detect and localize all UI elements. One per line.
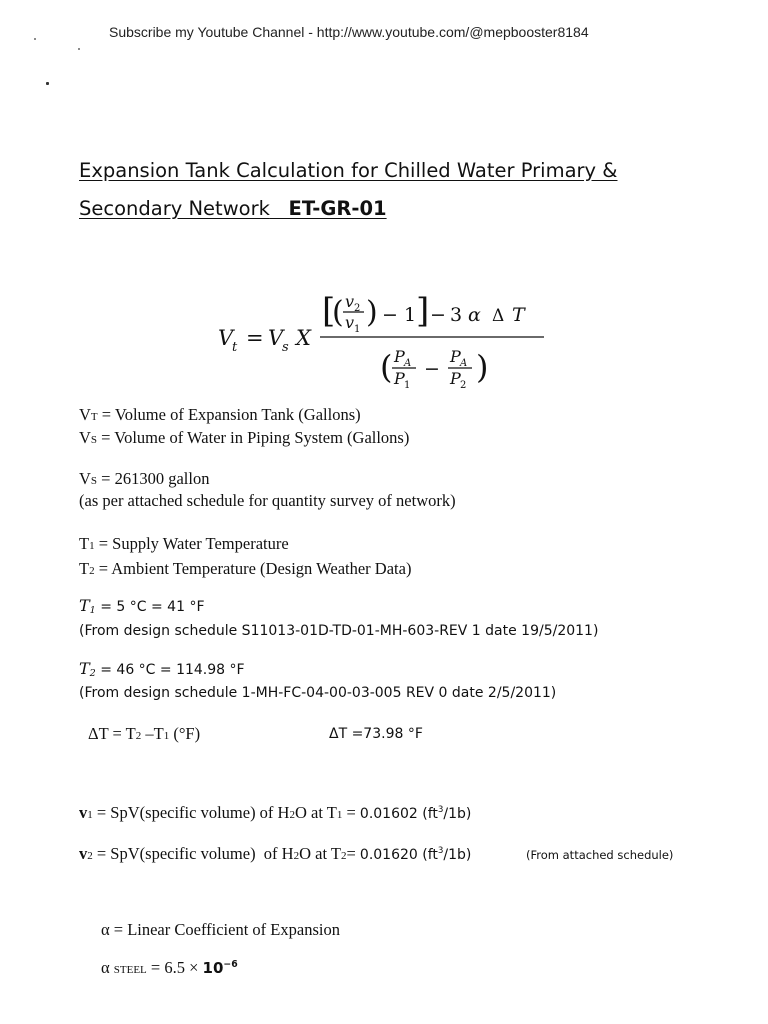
svg-text:]: ] (416, 291, 430, 331)
alpha-steel: α STEEL = $6.5 \times 10^{-6}$ (101, 958, 238, 977)
svg-text:(: ( (332, 295, 344, 330)
svg-text:−: − (382, 304, 398, 326)
def-vt: VT = Volume of Expansion Tank (Gallons) (79, 405, 361, 424)
t2-note: (From design schedule 1-MH-FC-04-00-03-005 REV 0 date 2/5/2011) (79, 685, 557, 701)
scan-speck (46, 82, 49, 85)
svg-text:t: t (232, 340, 238, 355)
svg-text:(: ( (380, 348, 393, 386)
alpha-definition: α = Linear Coefficient of Expansion (101, 920, 340, 939)
svg-text:): ) (366, 295, 378, 330)
svg-text:v: v (345, 292, 355, 311)
svg-text:V: V (218, 326, 234, 350)
svg-text:V: V (268, 326, 284, 350)
document-title-line2 (79, 197, 387, 220)
document-code: ET-GR-01 (288, 197, 387, 220)
def-t1: T1 = Supply Water Temperature (79, 534, 289, 553)
def-vs: VS = Volume of Water in Piping System (Gallons) (79, 428, 410, 447)
svg-text:−: − (430, 304, 446, 326)
delta-t-formula: ΔT = T2 –T1 (°F) (88, 724, 201, 743)
t1-value: $T_1 = 5$ °C = 41 °F (79, 596, 205, 616)
expansion-tank-formula (210, 282, 560, 392)
vt-symbol: VT (79, 405, 98, 424)
svg-text:[: [ (322, 291, 336, 331)
svg-text:α: α (468, 304, 481, 326)
svg-text:A: A (404, 358, 412, 369)
t1-symbol: T1 (79, 534, 95, 553)
v2-source-note: (From attached schedule) (526, 848, 674, 862)
svg-text:P: P (394, 369, 405, 388)
t2-value: $T_2 = 46$ °C = 114.98 °F (79, 659, 245, 679)
svg-text:2: 2 (460, 380, 467, 391)
svg-text:Δ: Δ (492, 306, 505, 326)
v1-line: v1 = SpV(specific volume) of H2O at T1 = 0.01602 $(ft^3/1b)$ (79, 803, 472, 822)
delta-t-value: ΔT =73.98 °F (329, 726, 423, 742)
scan-speck (78, 48, 80, 50)
svg-text:v: v (345, 313, 355, 332)
svg-text:=: = (246, 326, 264, 350)
svg-text:3: 3 (450, 304, 463, 326)
svg-text:−: − (424, 358, 440, 380)
def-t2: T2 = Ambient Temperature (Design Weather Data) (79, 559, 412, 578)
v2-line: v2 = SpV(specific volume) of H2O at T2= 0.01620 $(ft^3/1b)$ (79, 844, 472, 863)
svg-text:P: P (394, 347, 405, 366)
svg-text:1: 1 (404, 304, 417, 326)
title-text-line2: Secondary Network (79, 197, 270, 220)
vs-note: (as per attached schedule for quantity survey of network) (79, 491, 456, 510)
document-title-line1 (79, 159, 618, 182)
svg-text:T: T (512, 304, 525, 326)
svg-text:): ) (476, 348, 489, 386)
svg-text:1: 1 (404, 380, 411, 391)
title-text-line1: Expansion Tank Calculation for Chilled Water Primary & (79, 159, 618, 182)
t2-symbol: T2 (79, 559, 95, 578)
svg-text:A: A (460, 358, 468, 369)
svg-text:s: s (282, 340, 289, 355)
svg-text:P: P (450, 347, 461, 366)
svg-text:1: 1 (354, 324, 361, 335)
t1-note: (From design schedule S11013-01D-TD-01-MH-603-REV 1 date 19/5/2011) (79, 623, 599, 639)
svg-text:P: P (450, 369, 461, 388)
svg-text:2: 2 (354, 303, 361, 314)
vs-value: VS = 261300 gallon (79, 469, 210, 488)
vs-symbol: VS (79, 428, 98, 447)
svg-text:X: X (296, 326, 311, 350)
subscribe-banner: Subscribe my Youtube Channel - http://www.youtube.com/@mepbooster8184 (109, 24, 589, 40)
scan-speck (34, 38, 36, 40)
